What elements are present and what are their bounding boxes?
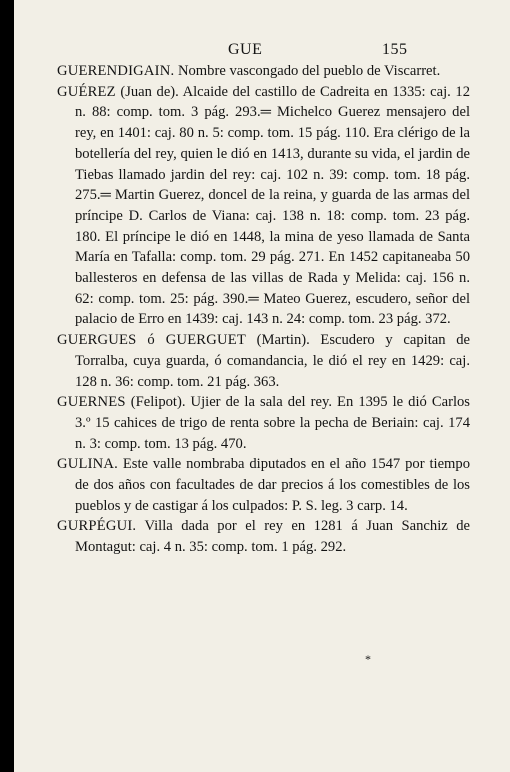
entry-text: Este valle nombraba diputados en el año 1547 por tiempo de dos años con facultades de dar precios á los comestibles de los pueblos y de castigar á los culpados: P. S. leg. 3 carp. 14. bbox=[75, 456, 470, 514]
page-number: 155 bbox=[382, 41, 408, 58]
entry-headword: GULINA. bbox=[57, 456, 118, 473]
page-header bbox=[14, 41, 510, 63]
entry-text: Nombre vascongado del pueblo de Viscarret. bbox=[177, 63, 441, 79]
entry-headword: GUERENDIGAIN. bbox=[57, 63, 175, 79]
entry-guerendigain bbox=[57, 61, 470, 82]
entry-headword: GURPÉGUI. bbox=[57, 518, 137, 535]
dictionary-entries bbox=[57, 61, 470, 558]
entry-guerez bbox=[57, 82, 470, 330]
entry-gulina bbox=[57, 454, 470, 516]
book-page bbox=[14, 0, 510, 772]
entry-text: (Felipot). Ujier de la sala del rey. En 1395 le dió Carlos 3.º 15 cahices de trigo de renta sobre la pecha de Beriain: caj. 174 n. 3: comp. tom. 13 pág. 470. bbox=[75, 394, 470, 452]
entry-gurpegui bbox=[57, 516, 470, 557]
entry-headword: GUÉREZ bbox=[57, 83, 116, 100]
entry-text: (Martin). Escudero y capitan de Torralba, cuya guarda, ó comandancia, le dió el rey en 1429: caj. 128 n. 36: comp. tom. 21 pág. 363. bbox=[75, 332, 471, 390]
entry-guernes bbox=[57, 392, 470, 454]
signature-mark: * bbox=[365, 652, 371, 666]
entry-text: Villa dada por el rey en 1281 á Juan Sanchiz de Montagut: caj. 4 n. 35: comp. tom. 1 pág. 292. bbox=[75, 518, 470, 556]
entry-headword: GUERGUES ó GUERGUET bbox=[57, 332, 246, 349]
entry-text: (Juan de). Alcaide del castillo de Cadreita en 1335: caj. 12 n. 88: comp. tom. 3 pág. 293.═ Michelco Guerez mensajero del rey, en 1401: caj. 80 n. 5: comp. tom. 15 pág. 110. Era clérigo de la botellería del rey, quien le dió en 1413, durante su vida, el jardin de Tiebas llamado jardin del rey: caj. 102 n. 39: comp. tom. 18 pág. 275.═ Martin Guerez, doncel de la reina, y guarda de las armas del príncipe D. Carlos de Viana: caj. 138 n. 18: comp. tom. 23 pág. 180. El príncipe le dió en 1448, la mina de yeso llamada de Santa María en Tafalla: comp. tom. 29 pág. 271. En 1452 capitaneaba 50 ballesteros en defensa de las villas de Rada y Melida: caj. 156 n. 62: comp. tom. 25: pág. 390.═ Mateo Guerez, escudero, señor del palacio de Erro en 1439: caj. 143 n. 24: comp. tom. 23 pág. 372. bbox=[75, 83, 470, 328]
running-head: GUE bbox=[228, 41, 263, 58]
entry-guergues bbox=[57, 330, 470, 392]
entry-headword: GUERNES bbox=[57, 394, 126, 411]
